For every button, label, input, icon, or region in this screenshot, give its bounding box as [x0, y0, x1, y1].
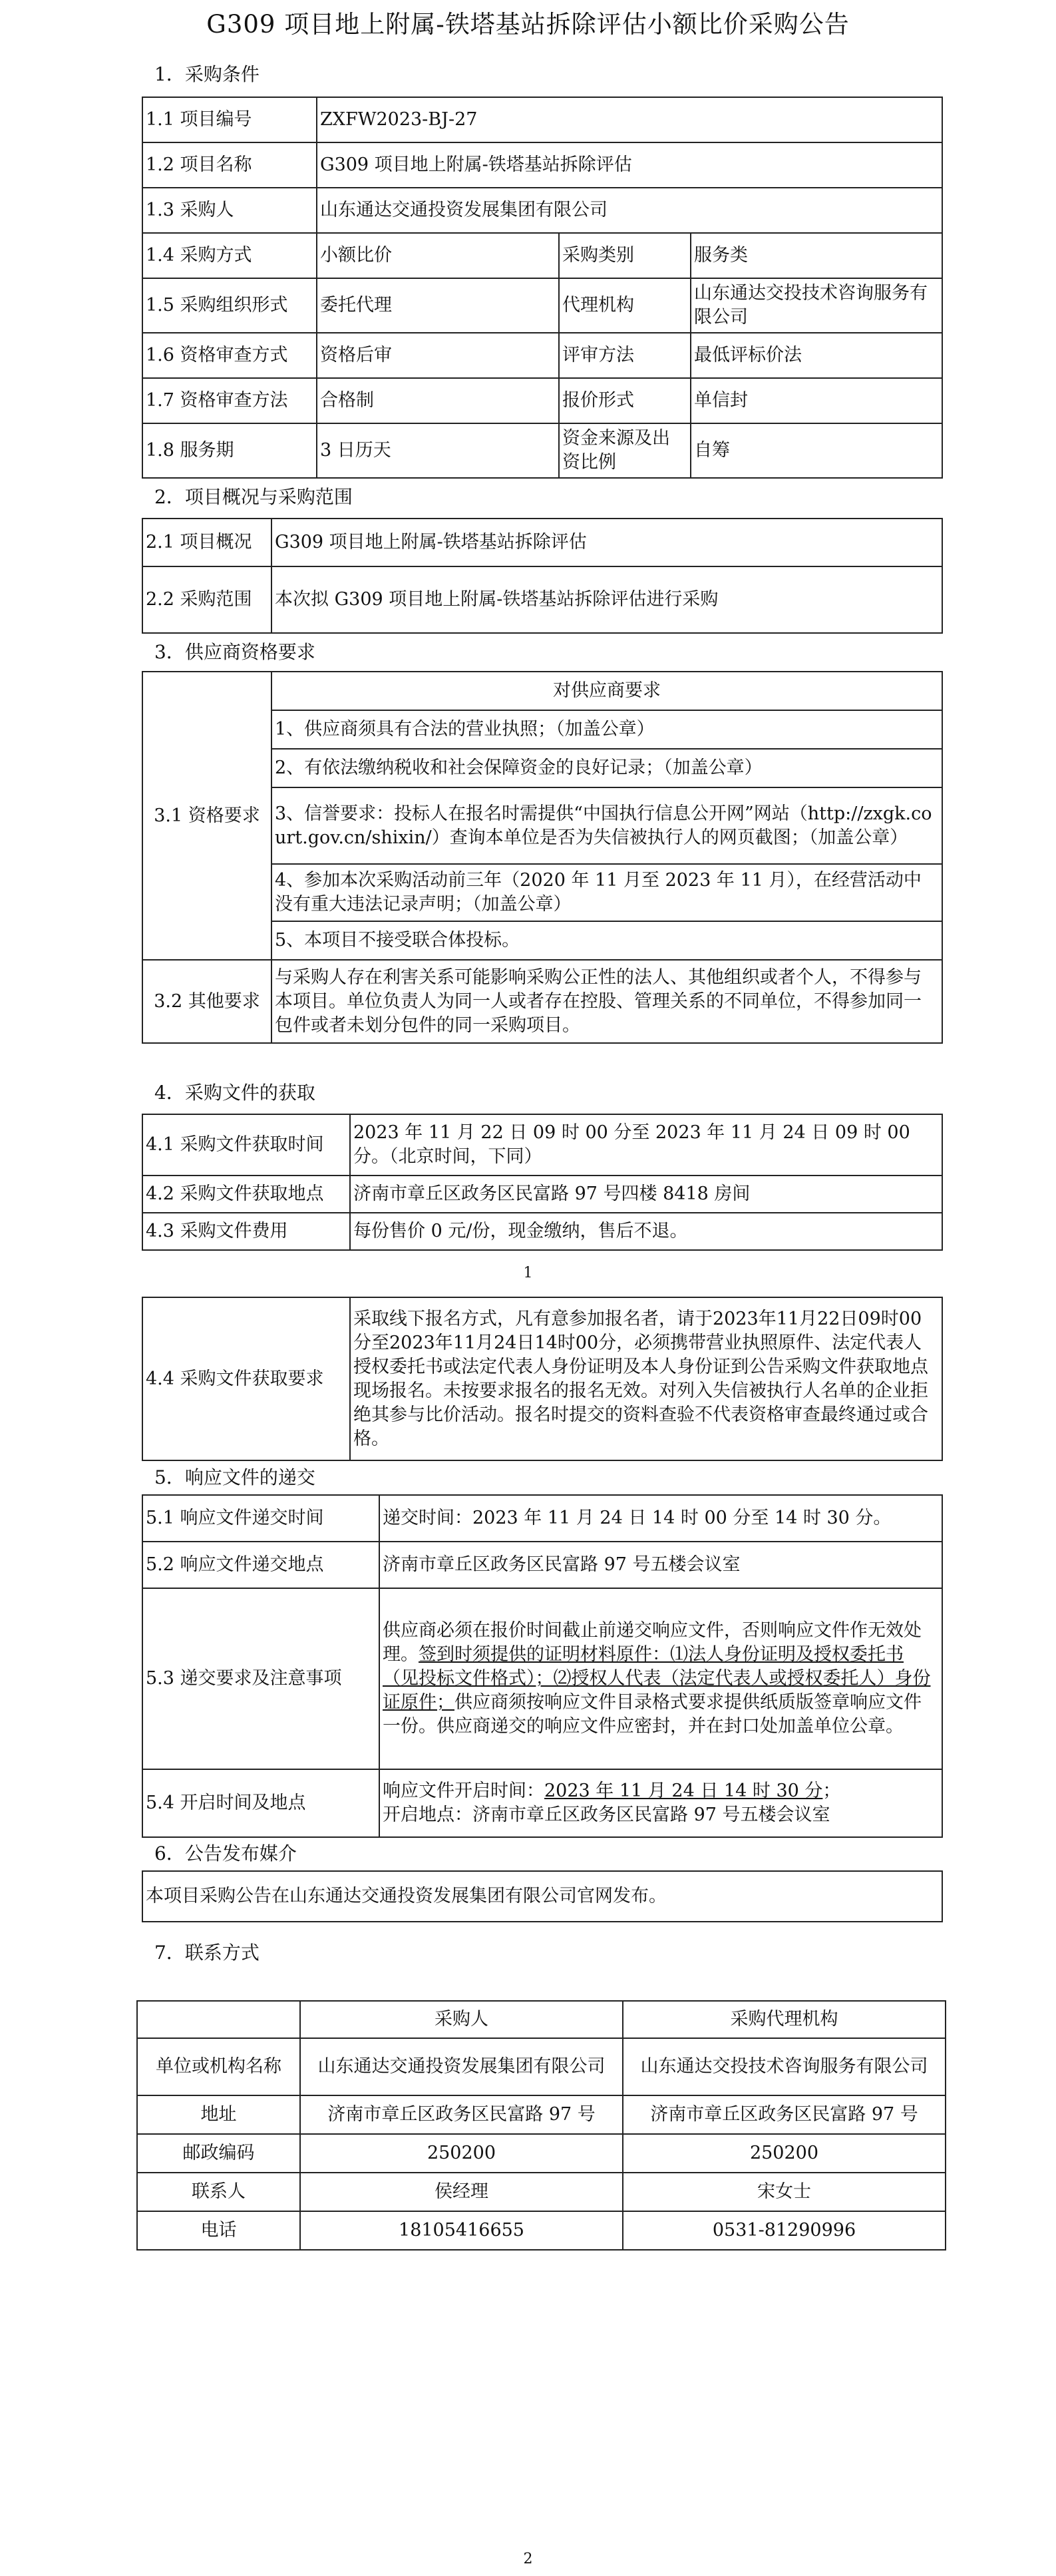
section-5-heading: 5．响应文件的递交 — [154, 1466, 315, 1488]
document-acquisition-table — [142, 1114, 943, 1251]
label-project-number: 1.1 项目编号 — [142, 97, 317, 142]
value-qualification-review-method: 合格制 — [317, 378, 559, 423]
requirement-item: 5、本项目不接受联合体投标。 — [271, 921, 942, 960]
contact-row-agency: 250200 — [623, 2134, 946, 2173]
contact-row-purchaser: 侯经理 — [300, 2173, 623, 2211]
response-submission-table — [142, 1494, 943, 1838]
contact-row-purchaser: 山东通达交通投资发展集团有限公司 — [300, 2038, 623, 2095]
section-2-heading: 2．项目概况与采购范围 — [154, 486, 353, 508]
contact-header-agency: 采购代理机构 — [623, 2001, 946, 2038]
requirement-item: 4、参加本次采购活动前三年（2020 年 11 月至 2023 年 11 月），在经营活动中没有重大违法记录声明；（加盖公章） — [271, 864, 942, 921]
section-3-heading: 3．供应商资格要求 — [154, 641, 315, 663]
contact-row-agency: 0531-81290996 — [623, 2211, 946, 2250]
section-6-heading: 6．公告发布媒介 — [154, 1842, 297, 1864]
label-agency: 代理机构 — [559, 278, 691, 333]
value-agency: 山东通达交投技术咨询服务有限公司 — [691, 278, 942, 333]
section-1-heading: 1．采购条件 — [154, 63, 260, 85]
label-project-name: 1.2 项目名称 — [142, 142, 317, 188]
value-project-number: ZXFW2023-BJ-27 — [317, 97, 942, 142]
label-submission-time: 5.1 响应文件递交时间 — [142, 1495, 379, 1542]
value-procurement-method: 小额比价 — [317, 233, 559, 278]
value-acquisition-place: 济南市章丘区政务区民富路 97 号四楼 8418 房间 — [350, 1176, 942, 1213]
supplier-requirements-header: 对供应商要求 — [271, 672, 942, 710]
contact-row-purchaser: 250200 — [300, 2134, 623, 2173]
page-number: 2 — [523, 2551, 533, 2567]
label-evaluation-method: 评审方法 — [559, 333, 691, 378]
opening-time-line — [383, 1779, 939, 1803]
page-title: G309 项目地上附属-铁塔基站拆除评估小额比价采购公告 — [206, 10, 850, 39]
requirement-item: 2、有依法缴纳税收和社会保障资金的良好记录；（加盖公章） — [271, 749, 942, 787]
contact-row-purchaser: 18105416655 — [300, 2211, 623, 2250]
label-document-fee: 4.3 采购文件费用 — [142, 1213, 350, 1250]
value-organization-form: 委托代理 — [317, 278, 559, 333]
contact-row-agency: 济南市章丘区政务区民富路 97 号 — [623, 2095, 946, 2134]
label-acquisition-place: 4.2 采购文件获取地点 — [142, 1176, 350, 1213]
value-submission-place: 济南市章丘区政务区民富路 97 号五楼会议室 — [379, 1542, 942, 1588]
label-purchaser: 1.3 采购人 — [142, 188, 317, 233]
contact-row-label: 地址 — [137, 2095, 300, 2134]
value-document-fee: 每份售价 0 元/份，现金缴纳，售后不退。 — [350, 1213, 942, 1250]
section-4-heading: 4．采购文件的获取 — [154, 1082, 315, 1104]
publication-media-text: 本项目采购公告在山东通达交通投资发展集团有限公司官网发布。 — [142, 1871, 942, 1922]
opening-time-suffix: ； — [822, 1781, 841, 1801]
label-submission-place: 5.2 响应文件递交地点 — [142, 1542, 379, 1588]
contact-row-purchaser: 济南市章丘区政务区民富路 97 号 — [300, 2095, 623, 2134]
label-fund-source: 资金来源及出资比例 — [559, 423, 691, 478]
contact-row-agency: 宋女士 — [623, 2173, 946, 2211]
label-submission-notes: 5.3 递交要求及注意事项 — [142, 1588, 379, 1769]
section-7-heading: 7．联系方式 — [154, 1942, 260, 1964]
value-other-requirements: 与采购人存在利害关系可能影响采购公正性的法人、其他组织或者个人，不得参与本项目。单位负责人为同一人或者存在控股、管理关系的不同单位，不得参加同一包件或者未划分包件的同一采购项目。 — [271, 960, 942, 1043]
value-submission-time: 递交时间：2023 年 11 月 24 日 14 时 00 分至 14 时 30 分。 — [379, 1495, 942, 1542]
value-project-overview: G309 项目地上附属-铁塔基站拆除评估 — [271, 519, 942, 566]
opening-time: 2023 年 11 月 24 日 14 时 30 分 — [544, 1781, 823, 1801]
contact-header-purchaser: 采购人 — [300, 2001, 623, 2038]
project-overview-table — [142, 518, 943, 634]
label-procurement-method: 1.4 采购方式 — [142, 233, 317, 278]
contact-row-label: 联系人 — [137, 2173, 300, 2211]
contact-row-label: 电话 — [137, 2211, 300, 2250]
label-qualification-requirements: 3.1 资格要求 — [142, 672, 271, 960]
label-project-overview: 2.1 项目概况 — [142, 519, 271, 566]
requirement-item: 1、供应商须具有合法的营业执照；（加盖公章） — [271, 710, 942, 749]
label-quote-form: 报价形式 — [559, 378, 691, 423]
supplier-qualification-table — [142, 671, 943, 1044]
opening-time-prefix: 响应文件开启时间： — [383, 1781, 544, 1801]
acquisition-requirements-table — [142, 1297, 943, 1461]
label-opening-time-place: 5.4 开启时间及地点 — [142, 1769, 379, 1837]
submission-notes-part1: 供应商必须在报价时间截止前递交响应文件，否则响应文件作无效处理。 — [383, 1620, 922, 1665]
contact-header-empty — [137, 2001, 300, 2038]
label-organization-form: 1.5 采购组织形式 — [142, 278, 317, 333]
contact-table — [136, 2000, 946, 2251]
value-opening-time-place — [379, 1769, 942, 1837]
label-other-requirements: 3.2 其他要求 — [142, 960, 271, 1043]
value-quote-form: 单信封 — [691, 378, 942, 423]
requirement-item: 3、信誉要求：投标人在报名时需提供“中国执行信息公开网”网站（http://zxgk.court.gov.cn/shixin/）查询本单位是否为失信被执行人的网页截图；（加盖公章） — [271, 787, 942, 864]
value-purchaser: 山东通达交通投资发展集团有限公司 — [317, 188, 942, 233]
contact-row-agency: 山东通达交投技术咨询服务有限公司 — [623, 2038, 946, 2095]
opening-place-line: 开启地点：济南市章丘区政务区民富路 97 号五楼会议室 — [383, 1805, 830, 1825]
page-number: 1 — [523, 1265, 533, 1281]
label-procurement-category: 采购类别 — [559, 233, 691, 278]
value-project-name: G309 项目地上附属-铁塔基站拆除评估 — [317, 142, 942, 188]
contact-row-label: 单位或机构名称 — [137, 2038, 300, 2095]
value-qualification-review-mode: 资格后审 — [317, 333, 559, 378]
value-submission-notes — [379, 1588, 942, 1769]
label-acquisition-time: 4.1 采购文件获取时间 — [142, 1114, 350, 1176]
value-fund-source: 自筹 — [691, 423, 942, 478]
label-service-period: 1.8 服务期 — [142, 423, 317, 478]
value-procurement-scope: 本次拟 G309 项目地上附属-铁塔基站拆除评估进行采购 — [271, 566, 942, 633]
label-procurement-scope: 2.2 采购范围 — [142, 566, 271, 633]
label-qualification-review-mode: 1.6 资格审查方式 — [142, 333, 317, 378]
label-acquisition-requirements: 4.4 采购文件获取要求 — [142, 1297, 350, 1460]
procurement-conditions-table — [142, 97, 943, 479]
value-acquisition-requirements: 采取线下报名方式，凡有意参加报名者，请于2023年11月22日09时00分至2023年11月24日14时00分，必须携带营业执照原件、法定代表人授权委托书或法定代表人身份证明及本人身份证到公告采购文件获取地点现场报名。未按要求报名的报名无效。对列入失信被执行人名单的企业拒绝其参与比价活动。报名时提交的资料查验不代表资格审查最终通过或合格。 — [350, 1297, 942, 1460]
label-qualification-review-method: 1.7 资格审查方法 — [142, 378, 317, 423]
submission-notes-part2: 签到时须提供的证明材料原件：⑴法人身份证明及授权委托书（见投标文件格式）；⑵授权人代表（法定代表人或授权委托人）身份证原件； — [383, 1644, 931, 1713]
publication-media-table — [142, 1870, 943, 1922]
value-service-period: 3 日历天 — [317, 423, 559, 478]
value-acquisition-time: 2023 年 11 月 22 日 09 时 00 分至 2023 年 11 月 24 日 09 时 00 分。（北京时间，下同） — [350, 1114, 942, 1176]
value-procurement-category: 服务类 — [691, 233, 942, 278]
submission-notes-part3: 供应商须按响应文件目录格式要求提供纸质版签章响应文件一份。供应商递交的响应文件应密封，并在封口处加盖单位公章。 — [383, 1692, 922, 1737]
contact-row-label: 邮政编码 — [137, 2134, 300, 2173]
value-evaluation-method: 最低评标价法 — [691, 333, 942, 378]
